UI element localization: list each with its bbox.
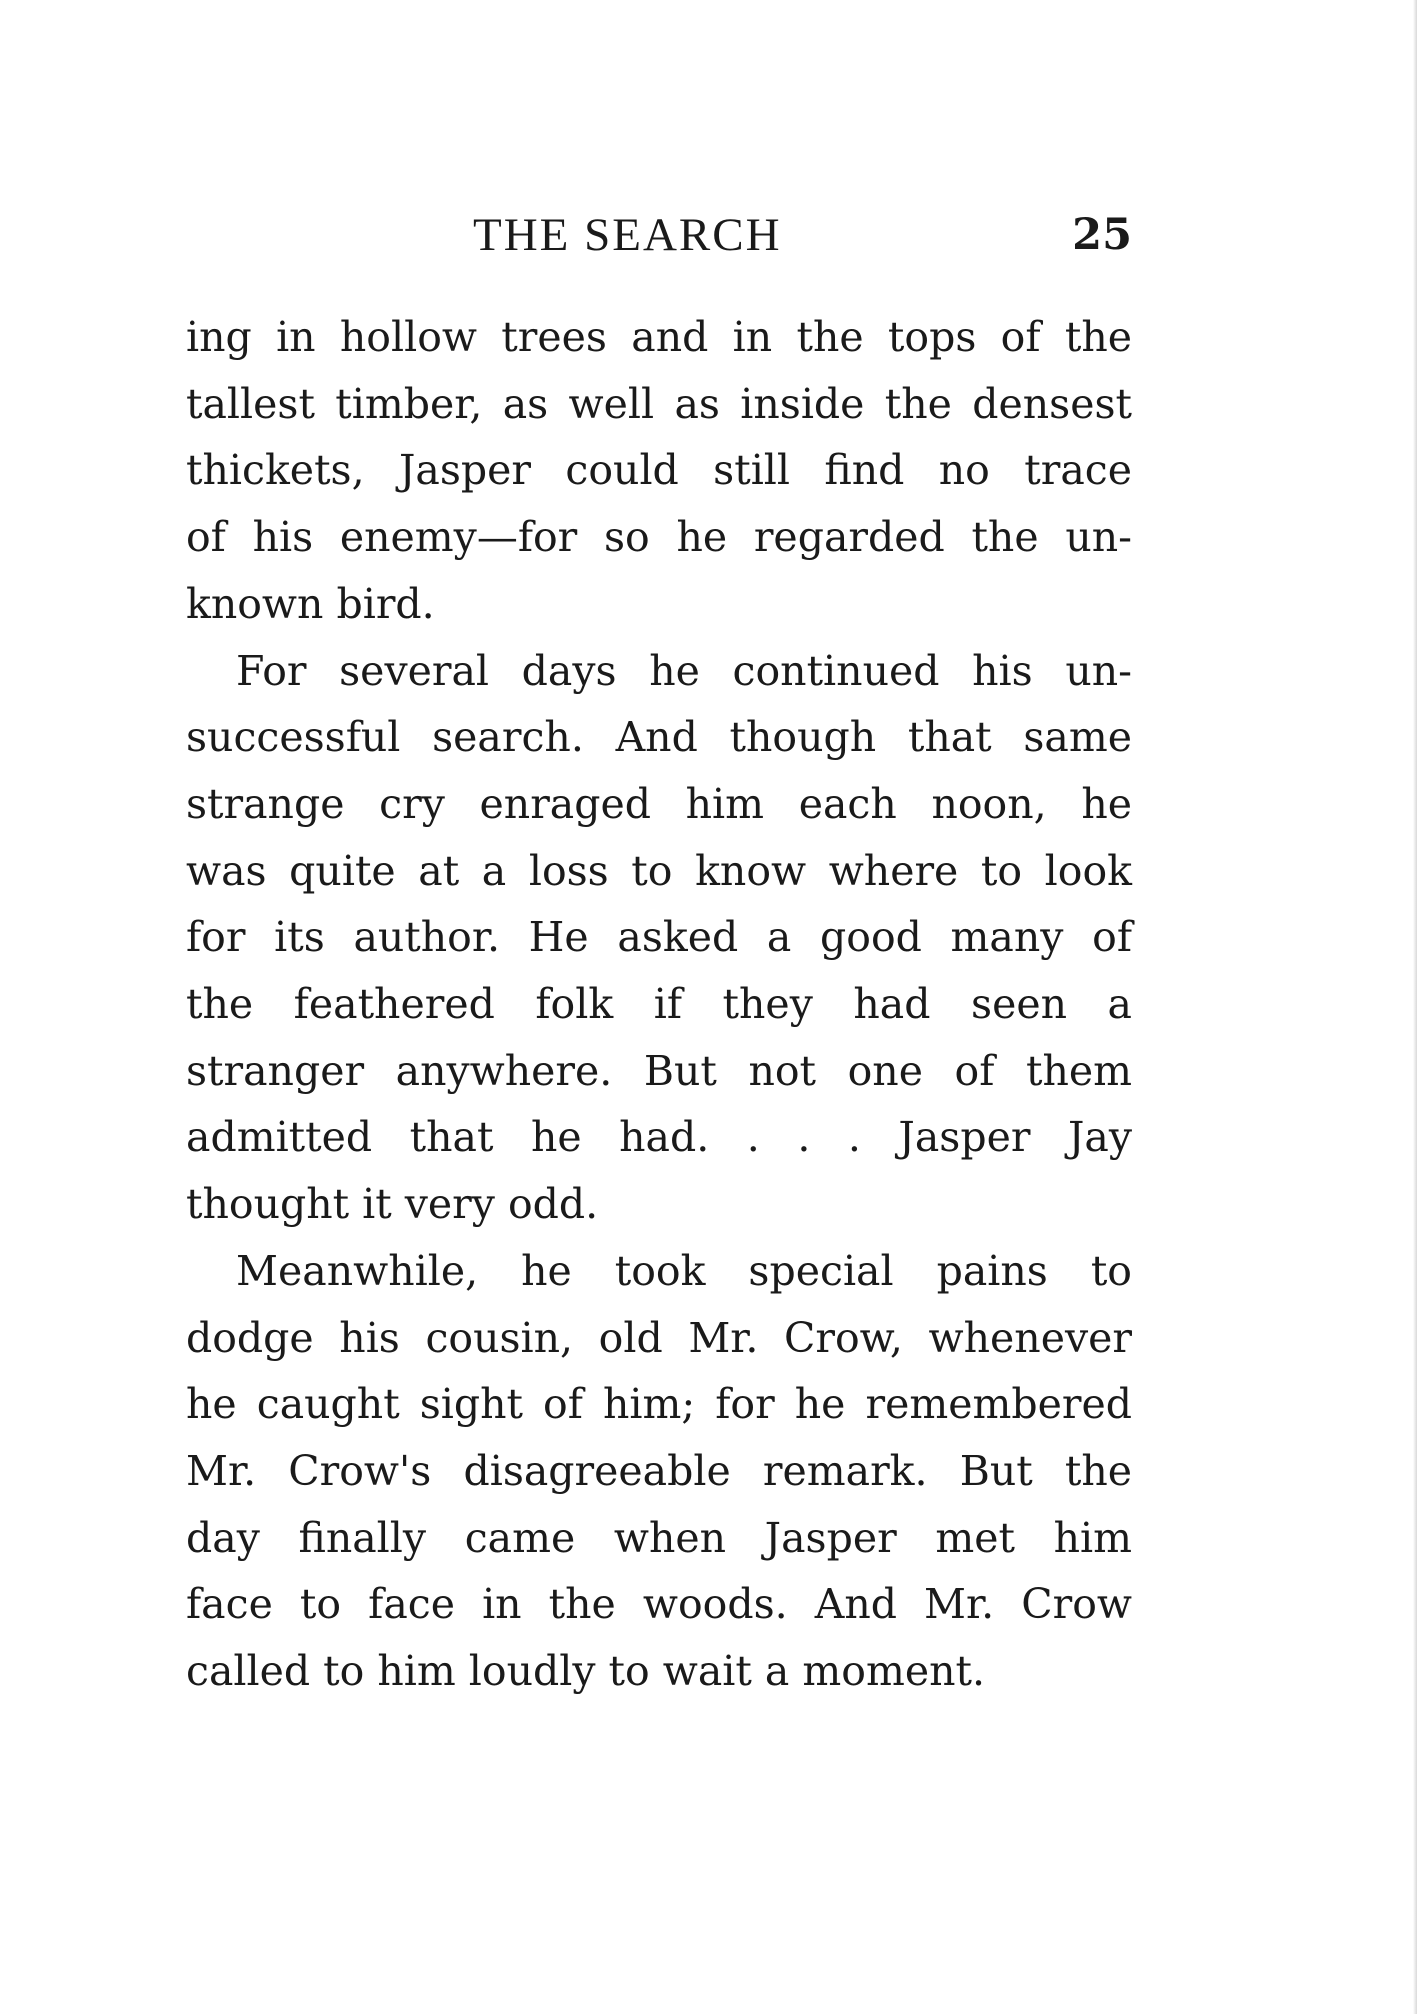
text-line: tallest timber, as well as inside the densest xyxy=(186,379,1132,428)
text-line: thought it very odd. xyxy=(186,1180,599,1229)
page-edge-shadow xyxy=(1413,0,1417,2014)
text-line: ing in hollow trees and in the tops of the xyxy=(186,313,1132,361)
text-line: thickets, Jasper could still find no trace xyxy=(186,446,1132,495)
text-line: for its author. He asked a good many of xyxy=(186,913,1132,962)
running-header xyxy=(186,205,1132,265)
text-line: Meanwhile, he took special pains to xyxy=(236,1246,1132,1295)
text-line: day finally came when Jasper met him xyxy=(186,1513,1132,1562)
text-line: admitted that he had. . . . Jasper Jay xyxy=(186,1113,1132,1162)
paragraph-3 xyxy=(186,1238,1132,1705)
text-line: stranger anywhere. But not one of them xyxy=(186,1046,1132,1095)
text-line: For several days he continued his un- xyxy=(236,646,1132,695)
text-line: the feathered folk if they had seen a xyxy=(186,980,1132,1029)
page-number: 25 xyxy=(1072,210,1132,260)
text-line: known bird. xyxy=(186,579,435,628)
text-line: successful search. And though that same xyxy=(186,713,1132,762)
text-line: was quite at a loss to know where to look xyxy=(186,846,1132,895)
text-line: dodge his cousin, old Mr. Crow, whenever xyxy=(186,1313,1132,1362)
text-line: face to face in the woods. And Mr. Crow xyxy=(186,1580,1132,1629)
body-text xyxy=(186,304,1132,1705)
text-line: called to him loudly to wait a moment. xyxy=(186,1647,985,1696)
running-title: THE SEARCH xyxy=(473,209,782,261)
text-line: strange cry enraged him each noon, he xyxy=(186,779,1132,828)
paragraph-1 xyxy=(186,304,1132,638)
text-line: of his enemy—for so he regarded the un- xyxy=(186,513,1132,562)
text-line: Mr. Crow's disagreeable remark. But the xyxy=(186,1446,1132,1495)
text-line: he caught sight of him; for he remembered xyxy=(186,1380,1132,1429)
paragraph-2 xyxy=(186,638,1132,1238)
